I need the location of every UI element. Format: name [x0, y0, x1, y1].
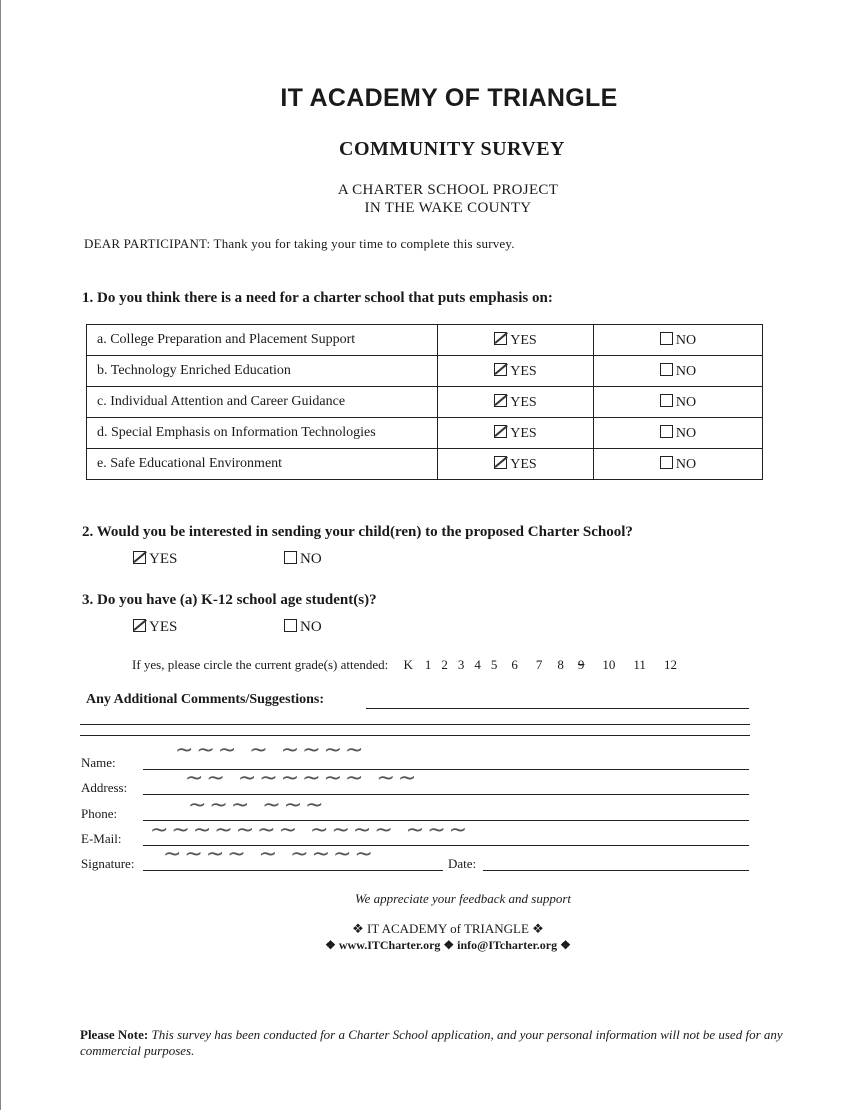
question-2: 2. Would you be interested in sending your child(ren) to the proposed Charter School?	[82, 524, 633, 540]
project-line-1: A CHARTER SCHOOL PROJECT	[337, 182, 559, 198]
q1-no-label: NO	[675, 332, 697, 348]
q1-yes-checkbox[interactable]	[494, 363, 507, 376]
grade-option[interactable]: K	[403, 657, 413, 672]
q1-no-label: NO	[675, 394, 697, 410]
grades-prompt: If yes, please circle the current grade(s) attended:	[132, 657, 389, 672]
q3-yes-checkbox[interactable]	[133, 619, 146, 632]
grade-option[interactable]: 4	[474, 657, 481, 672]
grade-option[interactable]: 3	[457, 657, 465, 672]
grade-option[interactable]: 5	[490, 657, 498, 672]
q1-yes-cell[interactable]	[438, 387, 594, 418]
q1-yes-label: YES	[510, 363, 537, 379]
q1-yes-cell[interactable]	[438, 356, 594, 387]
q1-yes-checkbox[interactable]	[494, 456, 507, 469]
phone-handwriting-signature: ~~~ ~~~	[188, 793, 327, 818]
date-field[interactable]	[483, 870, 749, 871]
q1-no-label: NO	[675, 456, 697, 472]
q1-no-checkbox[interactable]	[660, 363, 673, 376]
grade-option[interactable]: 12	[663, 657, 677, 672]
signature-handwriting-signature: ~~~~ ~ ~~~~	[163, 842, 376, 867]
q3-no-label: NO	[300, 619, 322, 635]
q1-yes-checkbox[interactable]	[494, 425, 507, 438]
comments-label: Any Additional Comments/Suggestions:	[86, 692, 325, 707]
date-label: Date:	[448, 856, 477, 871]
q1-yes-checkbox[interactable]	[494, 332, 507, 345]
note-text: This survey has been conducted for a Charter School application, and your personal information will not be used for any commercial purposes.	[80, 1027, 783, 1058]
q1-row	[87, 387, 763, 418]
grades-row	[132, 657, 677, 673]
q1-yes-cell[interactable]	[438, 325, 594, 356]
q1-yes-label: YES	[510, 394, 537, 410]
q1-yes-cell[interactable]	[438, 449, 594, 480]
question-3: 3. Do you have (a) K-12 school age student(s)?	[82, 592, 377, 608]
q2-no-option[interactable]	[284, 551, 322, 568]
q1-row	[87, 325, 763, 356]
q1-yes-cell[interactable]	[438, 418, 594, 449]
q1-row	[87, 418, 763, 449]
phone-label: Phone:	[81, 806, 118, 821]
grade-option[interactable]: 9	[577, 657, 585, 672]
page-title: IT ACADEMY OF TRIANGLE	[280, 84, 618, 112]
q3-yes-label: YES	[149, 619, 178, 635]
grade-option[interactable]: 8	[557, 657, 564, 672]
q1-no-cell[interactable]	[594, 356, 763, 387]
signature-label: Signature:	[81, 856, 135, 871]
q1-row	[87, 449, 763, 480]
q1-yes-label: YES	[510, 425, 537, 441]
q1-no-cell[interactable]	[594, 325, 763, 356]
q1-row-label: e. Safe Educational Environment	[87, 449, 438, 480]
q3-yes-option[interactable]	[133, 619, 177, 636]
form-top-line	[80, 735, 750, 736]
q1-no-cell[interactable]	[594, 449, 763, 480]
disclaimer-note	[80, 1027, 820, 1059]
q1-no-checkbox[interactable]	[660, 425, 673, 438]
q1-row-label: b. Technology Enriched Education	[87, 356, 438, 387]
name-handwriting-signature: ~~~ ~ ~~~~	[175, 738, 367, 763]
signature-field[interactable]	[143, 870, 443, 871]
q2-no-checkbox[interactable]	[284, 551, 297, 564]
q2-yes-option[interactable]	[133, 551, 177, 568]
grade-option[interactable]: 11	[633, 657, 646, 672]
q1-row-label: c. Individual Attention and Career Guidance	[87, 387, 438, 418]
grade-option[interactable]: 2	[441, 657, 448, 672]
address-handwriting-signature: ~~ ~~~~~~ ~~	[185, 766, 420, 791]
q1-no-checkbox[interactable]	[660, 456, 673, 469]
q3-no-option[interactable]	[284, 619, 322, 636]
footer-contact: ❖ www.ITCharter.org ❖ info@ITcharter.org ❖	[325, 938, 571, 952]
q2-yes-label: YES	[149, 551, 178, 567]
q1-no-checkbox[interactable]	[660, 394, 673, 407]
question-1: 1. Do you think there is a need for a charter school that puts emphasis on:	[82, 290, 553, 306]
grade-list	[392, 657, 677, 672]
q2-no-label: NO	[300, 551, 322, 567]
q1-no-cell[interactable]	[594, 387, 763, 418]
q1-table	[86, 324, 763, 480]
q1-no-label: NO	[675, 363, 697, 379]
q1-yes-label: YES	[510, 332, 537, 348]
grade-option[interactable]: 6	[511, 657, 518, 672]
email-handwriting-signature: ~~~~~~~ ~~~~ ~~~	[150, 818, 471, 843]
q1-no-checkbox[interactable]	[660, 332, 673, 345]
q1-no-label: NO	[675, 425, 697, 441]
comments-line-2[interactable]	[80, 724, 750, 725]
q1-yes-checkbox[interactable]	[494, 394, 507, 407]
grade-option[interactable]: 1	[424, 657, 432, 672]
survey-subtitle: COMMUNITY SURVEY	[339, 138, 565, 160]
q1-yes-label: YES	[510, 456, 537, 472]
q1-row	[87, 356, 763, 387]
address-label: Address:	[81, 780, 128, 795]
appreciation-text: We appreciate your feedback and support	[354, 891, 572, 906]
q1-no-cell[interactable]	[594, 418, 763, 449]
project-line-2: IN THE WAKE COUNTY	[364, 200, 532, 216]
q3-no-checkbox[interactable]	[284, 619, 297, 632]
grade-option[interactable]: 7	[535, 657, 543, 672]
greeting: DEAR PARTICIPANT: Thank you for taking your time to complete this survey.	[84, 236, 515, 251]
q2-yes-checkbox[interactable]	[133, 551, 146, 564]
grade-option[interactable]: 10	[602, 657, 616, 672]
q1-row-label: d. Special Emphasis on Information Technologies	[87, 418, 438, 449]
name-label: Name:	[81, 755, 116, 770]
footer-org: ❖ IT ACADEMY of TRIANGLE ❖	[352, 921, 544, 936]
note-label: Please Note:	[80, 1027, 149, 1042]
comments-line-1[interactable]	[366, 708, 749, 709]
email-label: E-Mail:	[81, 831, 122, 846]
q1-row-label: a. College Preparation and Placement Support	[87, 325, 438, 356]
